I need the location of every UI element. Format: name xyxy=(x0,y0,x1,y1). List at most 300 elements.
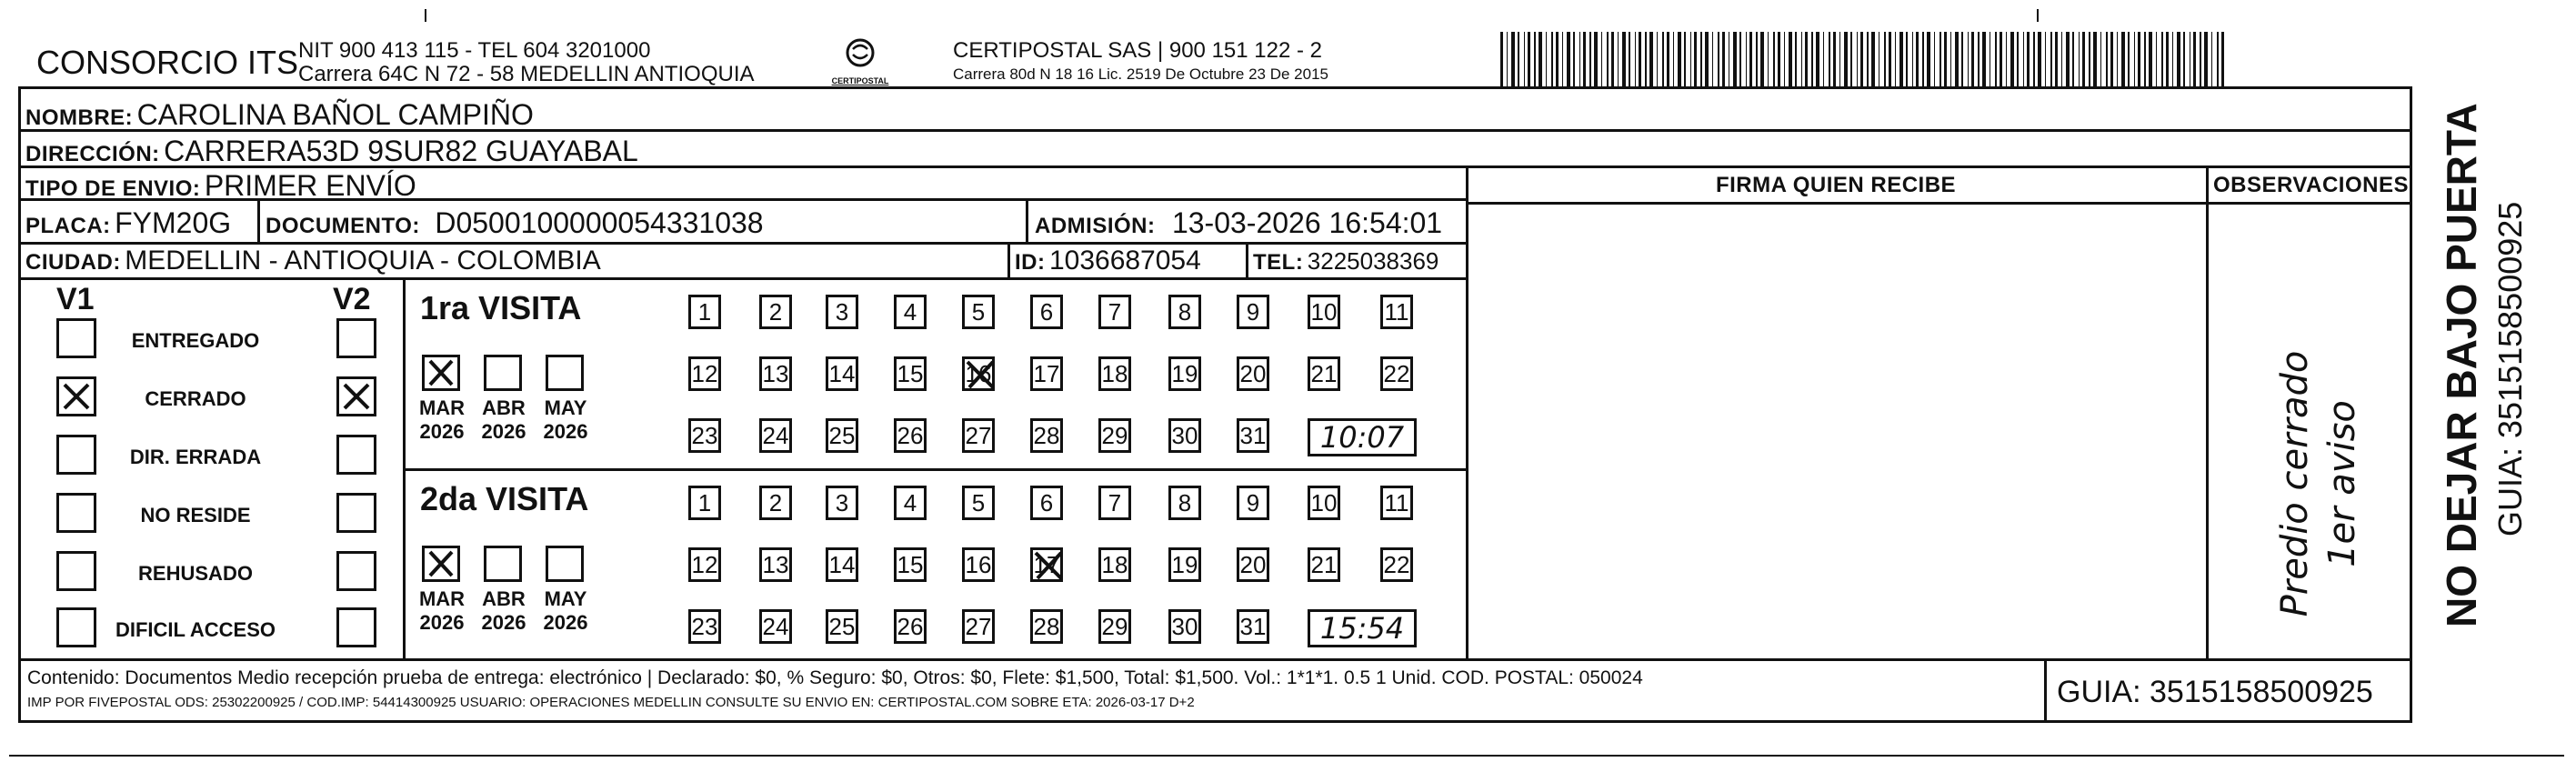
day-number: 28 xyxy=(1033,421,1060,449)
barcode-bar xyxy=(1899,32,1903,88)
barcode-bar xyxy=(1673,32,1674,88)
v1-checkbox[interactable] xyxy=(56,493,96,533)
v2-checkbox[interactable] xyxy=(336,318,376,358)
day-number: 27 xyxy=(965,612,992,640)
barcode-bar xyxy=(1811,32,1813,88)
v2-checkbox[interactable] xyxy=(336,551,376,591)
barcode-bar xyxy=(1635,32,1636,88)
day-cell[interactable] xyxy=(1168,356,1201,391)
day-number: 12 xyxy=(691,359,718,387)
barcode-bar xyxy=(2204,32,2208,88)
month-label xyxy=(538,396,593,444)
day-number: 18 xyxy=(1101,550,1128,578)
month-year: 2026 xyxy=(481,420,526,443)
day-number: 22 xyxy=(1383,550,1410,578)
day-cell[interactable] xyxy=(1168,418,1201,453)
day-number: 2 xyxy=(768,488,783,516)
day-number: 6 xyxy=(1039,297,1054,326)
admision-value: 13-03-2026 16:54:01 xyxy=(1171,206,1443,239)
day-cell[interactable] xyxy=(1237,356,1269,391)
v1-checkbox[interactable] xyxy=(56,318,96,358)
barcode-bar xyxy=(1629,32,1630,88)
day-cell[interactable] xyxy=(759,486,792,520)
day-number: 26 xyxy=(897,421,924,449)
barcode-bar xyxy=(2193,32,2196,88)
certipostal-logo xyxy=(835,36,886,82)
day-cell[interactable] xyxy=(688,356,721,391)
barcode-bar xyxy=(2110,32,2113,88)
barcode-bar xyxy=(1690,32,1691,88)
reason-label: DIFICIL ACCESO xyxy=(115,618,276,641)
v2-checkbox[interactable] xyxy=(336,435,376,475)
v1-checkbox[interactable] xyxy=(56,435,96,475)
company-name: CONSORCIO ITS xyxy=(36,44,299,81)
day-number: 15 xyxy=(897,359,924,387)
day-cell[interactable] xyxy=(1168,486,1201,520)
barcode-bar xyxy=(1749,32,1752,88)
barcode-bar xyxy=(2006,32,2007,88)
barcode-bar xyxy=(1927,32,1930,88)
barcode-bar xyxy=(1801,32,1802,88)
month-checkbox[interactable] xyxy=(484,546,522,582)
barcode-bar xyxy=(2033,32,2035,88)
day-number: 7 xyxy=(1108,488,1122,516)
day-cell[interactable] xyxy=(1308,547,1340,582)
documento-field xyxy=(266,206,764,240)
barcode-bar xyxy=(1511,32,1515,88)
id-field xyxy=(1015,246,1201,276)
barcode-bar xyxy=(1789,32,1792,88)
day-number: 2 xyxy=(768,297,783,326)
nombre-row xyxy=(25,98,534,132)
day-cell[interactable] xyxy=(1030,418,1063,453)
day-cell[interactable] xyxy=(1380,486,1413,520)
side-panel xyxy=(2419,100,2573,646)
barcode-bar xyxy=(2089,32,2090,88)
v2-checkbox[interactable] xyxy=(336,607,376,647)
day-cell[interactable] xyxy=(1168,609,1201,644)
direccion-value: CARRERA53D 9SUR82 GUAYABAL xyxy=(164,135,638,167)
direccion-row xyxy=(25,135,638,168)
day-cell[interactable] xyxy=(1098,486,1131,520)
v2-checkbox[interactable] xyxy=(336,376,376,416)
day-number: 3 xyxy=(835,297,849,326)
day-number: 12 xyxy=(691,550,718,578)
barcode-bar xyxy=(2072,32,2074,88)
day-cell[interactable] xyxy=(1098,356,1131,391)
day-number: 13 xyxy=(762,359,789,387)
tel-label: TEL: xyxy=(1253,250,1304,275)
barcode-bar xyxy=(1739,32,1741,88)
barcode-bar xyxy=(1589,32,1591,88)
barcode-bar xyxy=(1528,32,1530,88)
visit-time[interactable]: 15:54 xyxy=(1308,609,1417,647)
barcode-bar xyxy=(1518,32,1519,88)
barcode-bar xyxy=(1940,32,1941,88)
barcode-bar xyxy=(1694,32,1697,88)
day-number: 4 xyxy=(903,488,917,516)
barcode-bar xyxy=(2117,32,2118,88)
month-name: MAY xyxy=(544,587,587,610)
barcode-bar xyxy=(2061,32,2062,88)
reason-label: REHUSADO xyxy=(138,562,253,585)
reason-label: CERRADO xyxy=(145,387,246,410)
barcode-bar xyxy=(1867,32,1869,88)
barcode-bar xyxy=(2000,32,2002,88)
day-cell[interactable] xyxy=(962,295,995,329)
day-number: 1 xyxy=(697,488,712,516)
day-cell[interactable] xyxy=(962,609,995,644)
day-number: 5 xyxy=(971,488,986,516)
barcode-bar xyxy=(1611,32,1614,88)
documento-value: D0500100000054331038 xyxy=(435,206,764,239)
day-cell[interactable] xyxy=(1380,295,1413,329)
reason-label: NO RESIDE xyxy=(140,504,251,526)
barcode-bar xyxy=(2144,32,2146,88)
day-number: 25 xyxy=(828,421,856,449)
day-cell[interactable] xyxy=(962,356,995,391)
visit-title: 2da VISITA xyxy=(420,480,589,517)
barcode-bar xyxy=(1579,32,1580,88)
day-number: 10 xyxy=(1310,297,1338,326)
month-name: ABR xyxy=(482,587,526,610)
day-cell[interactable] xyxy=(826,547,858,582)
day-cell[interactable] xyxy=(759,356,792,391)
day-cell[interactable] xyxy=(1098,609,1131,644)
barcode-bar xyxy=(2183,32,2185,88)
day-cell[interactable] xyxy=(688,547,721,582)
day-cell[interactable] xyxy=(759,295,792,329)
barcode-bar xyxy=(2200,32,2201,88)
month-label xyxy=(538,587,593,635)
day-number: 8 xyxy=(1178,488,1192,516)
admision-label: ADMISIÓN: xyxy=(1035,214,1156,238)
day-number: 1 xyxy=(697,297,712,326)
day-number: 13 xyxy=(762,550,789,578)
month-label xyxy=(415,396,469,444)
barcode-bar xyxy=(1968,32,1969,88)
barcode-bar xyxy=(2138,32,2140,88)
footer-contenido: Contenido: Documentos Medio recepción prueba de entrega: electrónico | Declarado: $0, % Seguro: $0, Otros: $0, Flete: $1,500, Total: $1,500. Vol.: 1*1*1. 0.5 1 Unid. COD. POSTAL: 050024 xyxy=(27,667,1643,688)
barcode-bar xyxy=(1645,32,1647,88)
day-cell[interactable] xyxy=(688,486,721,520)
day-cell[interactable] xyxy=(894,356,927,391)
tipo-envio-value: PRIMER ENVÍO xyxy=(204,169,416,202)
barcode-bar xyxy=(1850,32,1852,88)
footer-imp: IMP POR FIVEPOSTAL ODS: 25302200925 / COD.IMP: 54414300925 USUARIO: OPERACIONES MEDELLIN CONSULTE SU ENVIO EN: CERTIPOSTAL.COM SOBRE ETA: 2026-03-17 D+2 xyxy=(27,695,1195,710)
barcode-bar xyxy=(2055,32,2058,88)
month-label xyxy=(476,587,531,635)
nombre-label: NOMBRE: xyxy=(25,105,134,130)
barcode-bar xyxy=(1539,32,1542,88)
direccion-label: DIRECCIÓN: xyxy=(25,142,160,166)
barcode-bar xyxy=(1944,32,1947,88)
month-checkbox[interactable] xyxy=(422,546,460,582)
day-cell[interactable] xyxy=(1237,486,1269,520)
firma-header: FIRMA QUIEN RECIBE xyxy=(1715,173,1957,197)
day-cell[interactable] xyxy=(826,486,858,520)
v1-checkbox[interactable] xyxy=(56,607,96,647)
v1-heading: V1 xyxy=(56,282,95,316)
barcode-bar xyxy=(1583,32,1586,88)
day-number: 17 xyxy=(1033,550,1060,578)
reason-label: ENTREGADO xyxy=(131,329,260,352)
barcode-bar xyxy=(1700,32,1702,88)
month-checkbox[interactable] xyxy=(484,355,522,391)
barcode-bar xyxy=(1718,32,1719,88)
day-cell[interactable] xyxy=(894,486,927,520)
day-mark xyxy=(1030,547,1067,584)
barcode-bar xyxy=(1916,32,1919,88)
barcode-bar xyxy=(2027,32,2030,88)
barcode-bar xyxy=(1816,32,1819,88)
barcode-bar xyxy=(1934,32,1935,88)
barcode-bar xyxy=(1884,32,1886,88)
barcode-bar xyxy=(1639,32,1641,88)
barcode-bar xyxy=(1978,32,1980,88)
day-number: 31 xyxy=(1239,421,1267,449)
barcode-bar xyxy=(1551,32,1553,88)
day-number: 26 xyxy=(897,612,924,640)
ciudad-row xyxy=(25,246,601,276)
barcode-bar xyxy=(1746,32,1747,88)
barcode-bar xyxy=(2023,32,2024,88)
barcode-bar xyxy=(1768,32,1769,88)
barcode-bar xyxy=(1778,32,1780,88)
barcode-bar xyxy=(2093,32,2097,88)
day-cell[interactable] xyxy=(759,609,792,644)
day-mark xyxy=(962,356,998,393)
barcode-bar xyxy=(1773,32,1775,88)
barcode-bar xyxy=(1912,32,1913,88)
barcode-bar xyxy=(2050,32,2052,88)
day-number: 15 xyxy=(897,550,924,578)
observaciones-header: OBSERVACIONES xyxy=(2213,173,2409,197)
barcode-bar xyxy=(2066,32,2070,88)
day-number: 31 xyxy=(1239,612,1267,640)
visit-time[interactable]: 10:07 xyxy=(1308,418,1417,456)
barcode-bar xyxy=(1601,32,1602,88)
barcode-bar xyxy=(1524,32,1525,88)
barcode-bar xyxy=(1649,32,1653,88)
barcode-bar xyxy=(1607,32,1609,88)
barcode-bar xyxy=(1594,32,1598,88)
barcode-bar xyxy=(1860,32,1863,88)
day-cell[interactable] xyxy=(1030,547,1063,582)
day-cell[interactable] xyxy=(1168,295,1201,329)
v1-checkbox[interactable] xyxy=(56,376,96,416)
barcode-bar xyxy=(1906,32,1908,88)
barcode-bar xyxy=(1618,32,1619,88)
day-cell[interactable] xyxy=(1098,547,1131,582)
day-number: 17 xyxy=(1033,359,1060,387)
observation-note: Predio cerrado 1er aviso xyxy=(2274,350,2363,617)
day-number: 22 xyxy=(1383,359,1410,387)
barcode-bar xyxy=(2221,32,2224,88)
month-year: 2026 xyxy=(419,420,465,443)
day-number: 19 xyxy=(1171,359,1198,387)
day-cell[interactable] xyxy=(894,547,927,582)
barcode-bar xyxy=(1895,32,1896,88)
day-cell[interactable] xyxy=(1168,547,1201,582)
barcode-bar xyxy=(2156,32,2157,88)
month-label xyxy=(415,587,469,635)
v2-checkbox[interactable] xyxy=(336,493,376,533)
day-cell[interactable] xyxy=(1380,547,1413,582)
barcode-bar xyxy=(2149,32,2152,88)
month-checkbox[interactable] xyxy=(546,355,584,391)
certipostal-address: Carrera 80d N 18 16 Lic. 2519 De Octubre 23 De 2015 xyxy=(953,65,1328,83)
day-cell[interactable] xyxy=(1030,295,1063,329)
barcode-bar xyxy=(1784,32,1785,88)
visit-title: 1ra VISITA xyxy=(420,289,582,326)
barcode-bar xyxy=(1795,32,1797,88)
day-cell[interactable] xyxy=(894,418,927,453)
day-number: 7 xyxy=(1108,297,1122,326)
day-number: 5 xyxy=(971,297,986,326)
documento-label: DOCUMENTO: xyxy=(266,214,420,238)
barcode-bar xyxy=(2177,32,2180,88)
barcode-bar xyxy=(2172,32,2173,88)
month-year: 2026 xyxy=(481,611,526,634)
day-cell[interactable] xyxy=(1030,356,1063,391)
day-number: 20 xyxy=(1239,550,1267,578)
day-number: 14 xyxy=(828,359,856,387)
barcode-bar xyxy=(1760,32,1764,88)
day-number: 11 xyxy=(1384,297,1409,326)
month-year: 2026 xyxy=(543,611,588,634)
day-number: 21 xyxy=(1310,359,1338,387)
ciudad-value: MEDELLIN - ANTIOQUIA - COLOMBIA xyxy=(125,246,601,276)
day-cell[interactable] xyxy=(894,295,927,329)
barcode-bar xyxy=(1950,32,1951,88)
barcode-bar xyxy=(2079,32,2080,88)
month-checkbox[interactable] xyxy=(422,355,460,391)
day-cell[interactable] xyxy=(1308,295,1340,329)
placa-field xyxy=(25,206,231,240)
v2-heading: V2 xyxy=(333,282,371,316)
barcode-bar xyxy=(1722,32,1725,88)
barcode-bar xyxy=(1733,32,1737,88)
day-number: 14 xyxy=(828,550,856,578)
day-cell[interactable] xyxy=(1098,295,1131,329)
day-cell[interactable] xyxy=(1030,486,1063,520)
barcode-bar xyxy=(2121,32,2125,88)
day-cell[interactable] xyxy=(1098,418,1131,453)
tel-field xyxy=(1253,247,1438,276)
tipo-envio-label: TIPO DE ENVIO: xyxy=(25,176,201,201)
barcode-bar xyxy=(1839,32,1840,88)
reason-label: DIR. ERRADA xyxy=(129,446,262,468)
side-guia: GUIA: 3515158500925 xyxy=(2491,201,2529,536)
day-number: 23 xyxy=(691,612,718,640)
barcode-bar xyxy=(1712,32,1713,88)
barcode-bar xyxy=(1678,32,1681,88)
month-name: MAR xyxy=(418,396,466,419)
day-cell[interactable] xyxy=(688,609,721,644)
barcode-bar xyxy=(1705,32,1709,88)
month-name: ABR xyxy=(482,396,526,419)
month-name: MAY xyxy=(544,396,587,419)
month-checkbox[interactable] xyxy=(546,546,584,582)
day-cell[interactable] xyxy=(826,609,858,644)
day-cell[interactable] xyxy=(688,295,721,329)
day-cell[interactable] xyxy=(1030,609,1063,644)
tel-value: 3225038369 xyxy=(1307,247,1439,275)
day-cell[interactable] xyxy=(894,609,927,644)
day-number: 24 xyxy=(762,612,789,640)
barcode-bar xyxy=(1805,32,1808,88)
barcode-bar xyxy=(1573,32,1575,88)
day-cell[interactable] xyxy=(1237,547,1269,582)
day-cell[interactable] xyxy=(1380,356,1413,391)
logo-caption: CERTIPOSTAL xyxy=(831,76,889,85)
barcode-bar xyxy=(1961,32,1963,88)
month-label xyxy=(476,396,531,444)
day-cell[interactable] xyxy=(1237,295,1269,329)
id-label: ID: xyxy=(1015,250,1046,275)
day-cell[interactable] xyxy=(1308,486,1340,520)
barcode-bar xyxy=(1500,32,1503,88)
day-cell[interactable] xyxy=(688,418,721,453)
day-cell[interactable] xyxy=(1308,356,1340,391)
day-number: 20 xyxy=(1239,359,1267,387)
barcode-bar xyxy=(1507,32,1508,88)
company-address: Carrera 64C N 72 - 58 MEDELLIN ANTIOQUIA xyxy=(298,62,755,86)
barcode-bar xyxy=(1622,32,1626,88)
day-number: 30 xyxy=(1171,421,1198,449)
barcode-bar xyxy=(1667,32,1669,88)
day-number: 24 xyxy=(762,421,789,449)
day-number: 6 xyxy=(1039,488,1054,516)
footer-guia: GUIA: 3515158500925 xyxy=(2057,675,2373,709)
barcode-bar xyxy=(2128,32,2130,88)
barcode-bar xyxy=(1833,32,1836,88)
barcode-bar xyxy=(1844,32,1848,88)
barcode-bar xyxy=(1756,32,1758,88)
day-cell[interactable] xyxy=(962,486,995,520)
day-number: 3 xyxy=(835,488,849,516)
barcode-bar xyxy=(1556,32,1559,88)
day-cell[interactable] xyxy=(759,547,792,582)
barcode-bar xyxy=(2045,32,2046,88)
barcode-bar xyxy=(2038,32,2041,88)
barcode-bar xyxy=(1823,32,1824,88)
barcode-bar xyxy=(2010,32,2014,88)
day-cell[interactable] xyxy=(826,295,858,329)
barcode-bar xyxy=(1684,32,1686,88)
barcode-bar xyxy=(1955,32,1959,88)
v1-checkbox[interactable] xyxy=(56,551,96,591)
barcode-bar xyxy=(2134,32,2135,88)
day-cell[interactable] xyxy=(1237,609,1269,644)
day-cell[interactable] xyxy=(759,418,792,453)
day-number: 19 xyxy=(1171,550,1198,578)
barcode-bar xyxy=(2166,32,2169,88)
month-year: 2026 xyxy=(543,420,588,443)
barcode-bar xyxy=(1857,32,1858,88)
admision-field xyxy=(1035,206,1442,240)
day-cell[interactable] xyxy=(1237,418,1269,453)
day-cell[interactable] xyxy=(962,547,995,582)
day-number: 9 xyxy=(1246,488,1260,516)
barcode-bar xyxy=(2161,32,2163,88)
day-cell[interactable] xyxy=(826,356,858,391)
placa-label: PLACA: xyxy=(25,214,111,238)
day-cell[interactable] xyxy=(826,418,858,453)
day-cell[interactable] xyxy=(962,418,995,453)
day-number: 28 xyxy=(1033,612,1060,640)
